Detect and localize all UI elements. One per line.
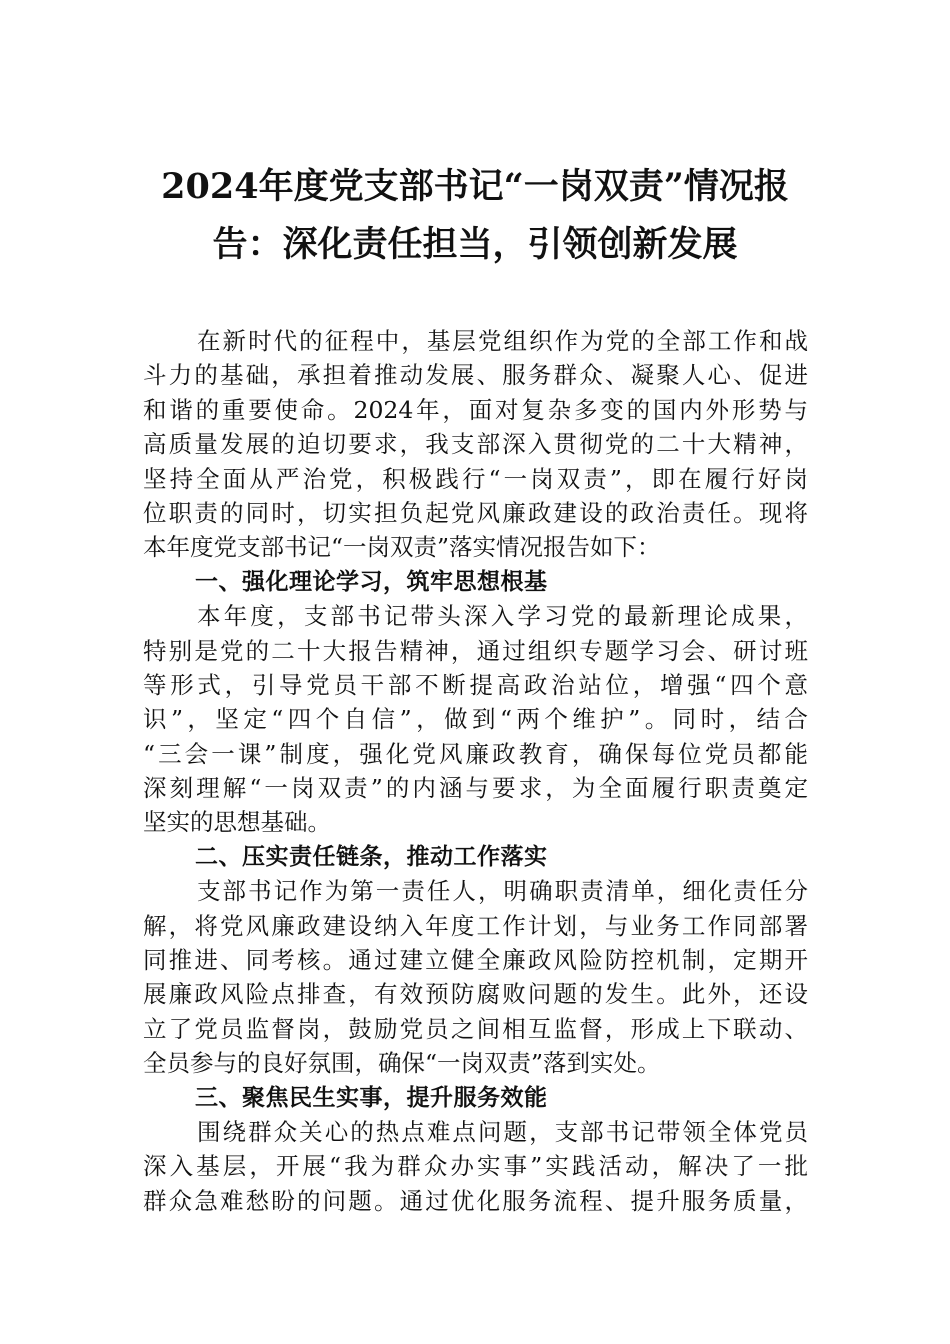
paragraph-line: 等形式，引导党员干部不断提高政治站位，增强“四个意 — [143, 670, 808, 699]
paragraph-line: 位职责的同时，切实担负起党风廉政建设的政治责任。现将 — [143, 498, 808, 527]
title-line: 告：深化责任担当，引领创新发展 — [212, 224, 738, 265]
paragraph-line: 全员参与的良好氛围，确保“一岗双责”落到实处。 — [143, 1049, 661, 1078]
paragraph-line: 坚实的思想基础。 — [143, 808, 331, 837]
section-heading: 一、强化理论学习，筑牢思想根基 — [195, 568, 548, 595]
paragraph-line: 本年度，支部书记带头深入学习党的最新理论成果， — [197, 602, 808, 631]
title-line: 2024年度党支部书记“一岗双责”情况报 — [161, 166, 789, 207]
paragraph-line: 深入基层，开展“我为群众办实事”实践活动，解决了一批 — [143, 1152, 808, 1181]
section-paragraph — [143, 874, 808, 1080]
section-paragraph — [143, 599, 808, 840]
paragraph-line: 深刻理解“一岗双责”的内涵与要求，为全面履行职责奠定 — [143, 774, 808, 803]
paragraph-line: 斗力的基础，承担着推动发展、服务群众、凝聚人心、促进 — [143, 361, 808, 390]
paragraph-line: 高质量发展的迫切要求，我支部深入贯彻党的二十大精神， — [143, 430, 808, 459]
document-body — [143, 324, 808, 1218]
paragraph-line: 特别是党的二十大报告精神，通过组织专题学习会、研讨班 — [143, 636, 808, 665]
paragraph-line: 和谐的重要使命。2024年，面对复杂多变的国内外形势与 — [143, 395, 808, 424]
section-paragraph — [143, 1115, 808, 1218]
paragraph-line: 群众急难愁盼的问题。通过优化服务流程、提升服务质量， — [143, 1186, 808, 1215]
paragraph-line: 围绕群众关心的热点难点问题，支部书记带领全体党员 — [197, 1117, 808, 1146]
paragraph-line: 坚持全面从严治党，积极践行“一岗双责”，即在履行好岗 — [143, 464, 808, 493]
section-heading: 二、压实责任链条，推动工作落实 — [195, 843, 548, 870]
paragraph-line: 本年度党支部书记“一岗双责”落实情况报告如下： — [143, 533, 661, 562]
section-heading: 三、聚焦民生实事，提升服务效能 — [195, 1084, 548, 1111]
paragraph-line: 同推进、同考核。通过建立健全廉政风险防控机制，定期开 — [143, 946, 808, 975]
paragraph-line: 识”，坚定“四个自信”，做到“两个维护”。同时，结合 — [143, 705, 808, 734]
paragraph-line: 在新时代的征程中，基层党组织作为党的全部工作和战 — [197, 327, 808, 355]
paragraph-line: 展廉政风险点排查，有效预防腐败问题的发生。此外，还设 — [143, 980, 808, 1009]
paragraph-line: “三会一课”制度，强化党风廉政教育，确保每位党员都能 — [143, 739, 808, 768]
paragraph-line: 解，将党风廉政建设纳入年度工作计划，与业务工作同部署 — [143, 911, 808, 940]
paragraph-line: 支部书记作为第一责任人，明确职责清单，细化责任分 — [197, 877, 808, 906]
intro-paragraph — [143, 324, 808, 565]
document-title — [120, 158, 830, 274]
paragraph-line: 立了党员监督岗，鼓励党员之间相互监督，形成上下联动、 — [143, 1014, 808, 1043]
